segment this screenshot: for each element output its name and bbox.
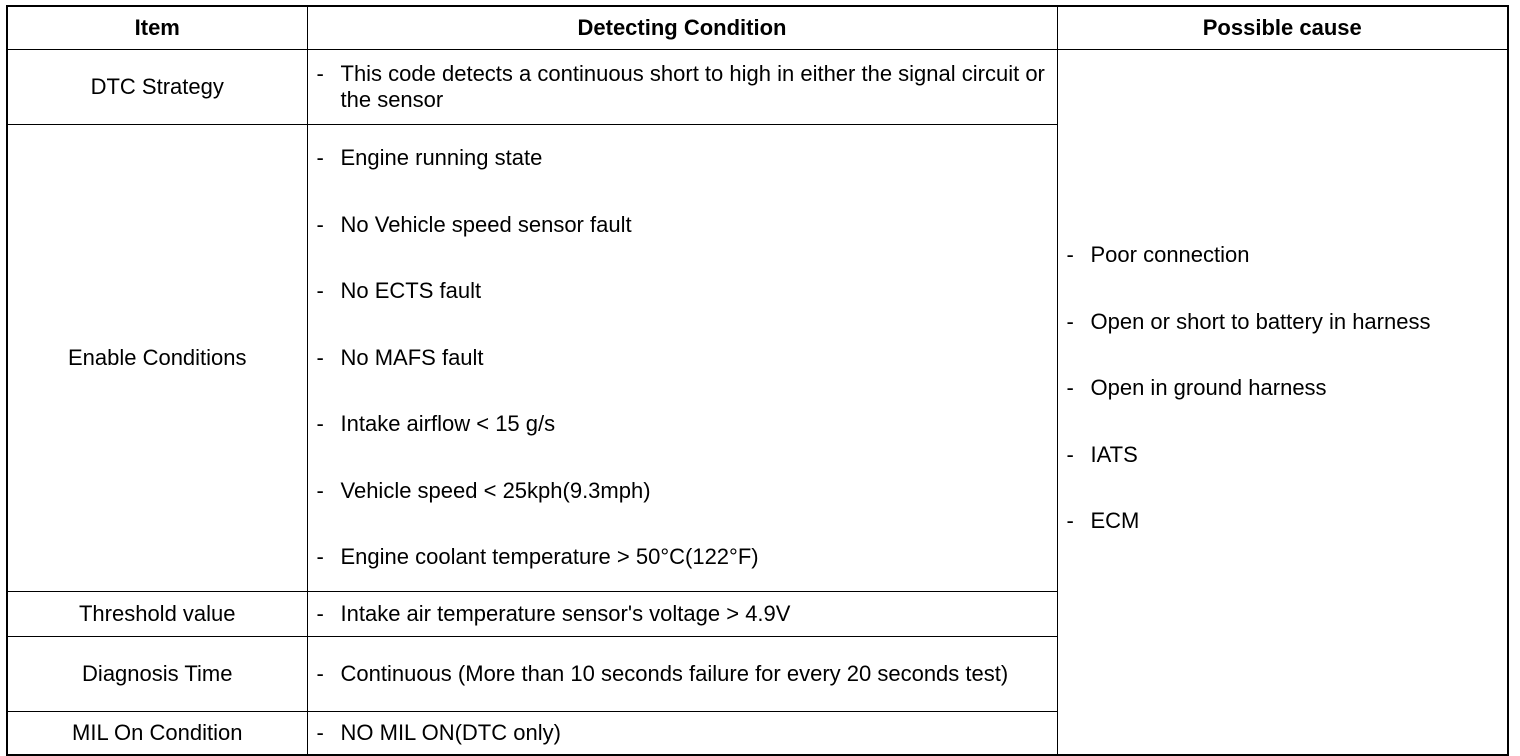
- bullet-dash: -: [316, 211, 324, 237]
- cause-line: [1067, 355, 1508, 422]
- condition-text: No MAFS fault: [340, 344, 484, 370]
- cause-text: Open in ground harness: [1090, 375, 1327, 400]
- row-condition-threshold-value: [307, 591, 1057, 636]
- bullet-dash: -: [316, 719, 324, 745]
- condition-line: [317, 720, 1047, 746]
- bullet-dash: -: [316, 61, 324, 86]
- bullet-dash: -: [316, 344, 324, 370]
- condition-line: [317, 601, 1047, 627]
- header-possible-cause: Possible cause: [1057, 6, 1508, 50]
- cause-text: IATS: [1090, 441, 1138, 467]
- row-condition-dtc-strategy: [307, 50, 1057, 125]
- cause-line: [1067, 222, 1508, 289]
- condition-text: No Vehicle speed sensor fault: [340, 211, 632, 237]
- bullet-dash: -: [1066, 508, 1074, 533]
- cause-text: Open or short to battery in harness: [1090, 308, 1431, 334]
- bullet-dash: -: [316, 660, 324, 686]
- bullet-dash: -: [316, 145, 324, 171]
- condition-text: Intake airflow < 15 g/s: [340, 411, 556, 437]
- bullet-dash: -: [316, 411, 324, 437]
- bullet-dash: -: [316, 600, 324, 626]
- possible-cause-cell: [1057, 50, 1508, 756]
- row-item-dtc-strategy: DTC Strategy: [7, 50, 307, 125]
- header-detecting-condition: Detecting Condition: [307, 6, 1057, 50]
- bullet-dash: -: [316, 278, 324, 304]
- condition-text: NO MIL ON(DTC only): [340, 719, 561, 745]
- condition-line: [317, 61, 1047, 113]
- condition-text: Vehicle speed < 25kph(9.3mph): [340, 477, 651, 503]
- condition-text: This code detects a continuous short to high in either the signal circuit or the sensor: [340, 61, 1045, 112]
- table-row: [7, 50, 1508, 125]
- row-condition-enable-conditions: [307, 125, 1057, 592]
- bullet-dash: -: [316, 544, 324, 570]
- condition-text: Engine coolant temperature > 50°C(122°F): [340, 544, 759, 570]
- condition-line: [317, 661, 1047, 687]
- condition-text: Continuous (More than 10 seconds failure for every 20 seconds test): [340, 660, 1009, 686]
- cause-line: [1067, 488, 1508, 555]
- bullet-dash: -: [1066, 441, 1074, 467]
- dtc-table: [6, 5, 1509, 756]
- condition-line: [317, 325, 1047, 392]
- row-item-enable-conditions: Enable Conditions: [7, 125, 307, 592]
- table-header-row: [7, 6, 1508, 50]
- condition-line: [317, 125, 1047, 192]
- condition-line: [317, 258, 1047, 325]
- header-item: Item: [7, 6, 307, 50]
- bullet-dash: -: [1066, 308, 1074, 334]
- condition-text: No ECTS fault: [340, 278, 482, 304]
- bullet-dash: -: [1066, 375, 1074, 400]
- row-item-mil-on-condition: MIL On Condition: [7, 711, 307, 755]
- cause-line: [1067, 288, 1508, 355]
- cause-line: [1067, 421, 1508, 488]
- row-condition-mil-on-condition: [307, 711, 1057, 755]
- cause-text: ECM: [1090, 508, 1140, 533]
- cause-text: Poor connection: [1090, 242, 1250, 267]
- condition-line: [317, 192, 1047, 259]
- row-item-threshold-value: Threshold value: [7, 591, 307, 636]
- row-condition-diagnosis-time: [307, 636, 1057, 711]
- condition-line: [317, 458, 1047, 525]
- condition-line: [317, 391, 1047, 458]
- condition-text: Engine running state: [340, 145, 543, 171]
- condition-line: [317, 524, 1047, 591]
- bullet-dash: -: [316, 477, 324, 503]
- bullet-dash: -: [1066, 242, 1074, 267]
- condition-text: Intake air temperature sensor's voltage > 4.9V: [340, 600, 791, 626]
- row-item-diagnosis-time: Diagnosis Time: [7, 636, 307, 711]
